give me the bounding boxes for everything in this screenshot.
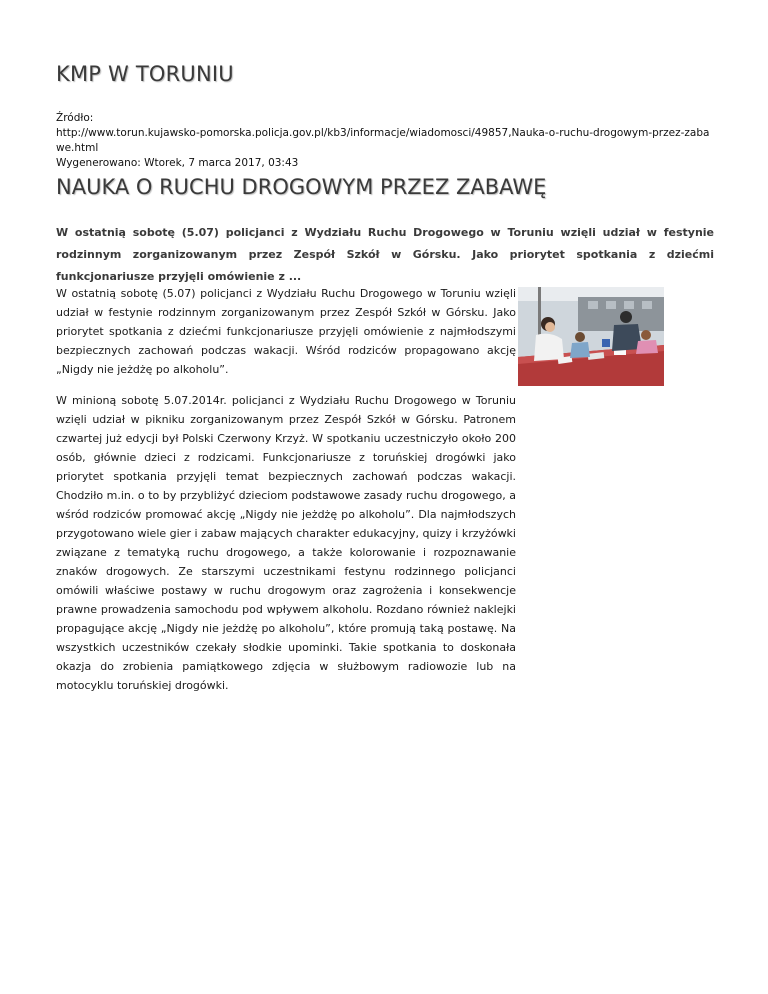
article-lead: W ostatnią sobotę (5.07) policjanci z Wydziału Ruchu Drogowego w Toruniu wzięli udział w festynie rodzinnym zorganizowanym przez Zespół Szkół w Górsku. Jako priorytet spotkania z dziećmi funkcjonariusze przyjęli omówienie z ... [56, 226, 714, 283]
article-photo [518, 287, 664, 386]
article-paragraph-2: W minioną sobotę 5.07.2014r. policjanci z Wydziału Ruchu Drogowego w Toruniu wzięli udział w pikniku zorganizowanym przez Zespół Szkół w Górsku. Patronem czwartej już edycji był Polski Czerwony Krzyż. W spotkaniu uczestniczyło około 200 osób, głównie dzieci z rodzicami. Funkcjonariusze z toruńskiej drogówki jako priorytet spotkania przyjęli temat bezpiecznych zachowań podczas wakacji. Chodziło m.in. o to by przybliżyć dzieciom podstawowe zasady ruchu drogowego, a wśród rodziców promować akcję „Nigdy nie jeżdżę po alkoholu”. Dla najmłodszych przygotowano wiele gier i zabaw mających charakter edukacyjny, quizy i krzyżówki związane z tematyką ruchu drogowego, a także kolorowanie i rozpoznawanie znaków drogowych. Ze starszymi uczestnikami festynu rodzinnego policjanci omówili właściwe postawy w ruchu drogowym oraz zagrożenia i konsekwencje prawne prowadzenia samochodu pod wpływem alkoholu. Rozdano również naklejki propagujące akcję „Nigdy nie jeżdżę po alkoholu”, które promują taką postawę. Na wszystkich uczestników czekały słodkie upominki. Takie spotkania to doskonała okazja do zrobienia pamiątkowego zdjęcia w służbowym radiowozie lub na motocyklu toruńskiej drogówki. [56, 394, 516, 692]
site-title: KMP W TORUNIU [56, 62, 234, 86]
article-paragraph-1: W ostatnią sobotę (5.07) policjanci z Wydziału Ruchu Drogowego w Toruniu wzięli udział w festynie rodzinnym zorganizowanym przez Zespół Szkół w Górsku. Jako priorytet spotkania z dziećmi funkcjonariusze przyjęli omówienie z najmłodszymi bezpiecznych zachowań podczas wakacji. Wśród rodziców propagowano akcję „Nigdy nie jeżdżę po alkoholu”. [56, 287, 516, 376]
article-body [56, 284, 516, 707]
generated-timestamp: Wygenerowano: Wtorek, 7 marca 2017, 03:43 [56, 157, 299, 169]
source-meta [56, 111, 716, 171]
source-label: Źródło: [56, 112, 94, 124]
source-url[interactable]: http://www.torun.kujawsko-pomorska.policja.gov.pl/kb3/informacje/wiadomosci/49857,Nauka-o-ruchu-drogowym-przez-zabawe.html [56, 127, 710, 154]
article-title: NAUKA O RUCHU DROGOWYM PRZEZ ZABAWĘ [56, 175, 547, 199]
